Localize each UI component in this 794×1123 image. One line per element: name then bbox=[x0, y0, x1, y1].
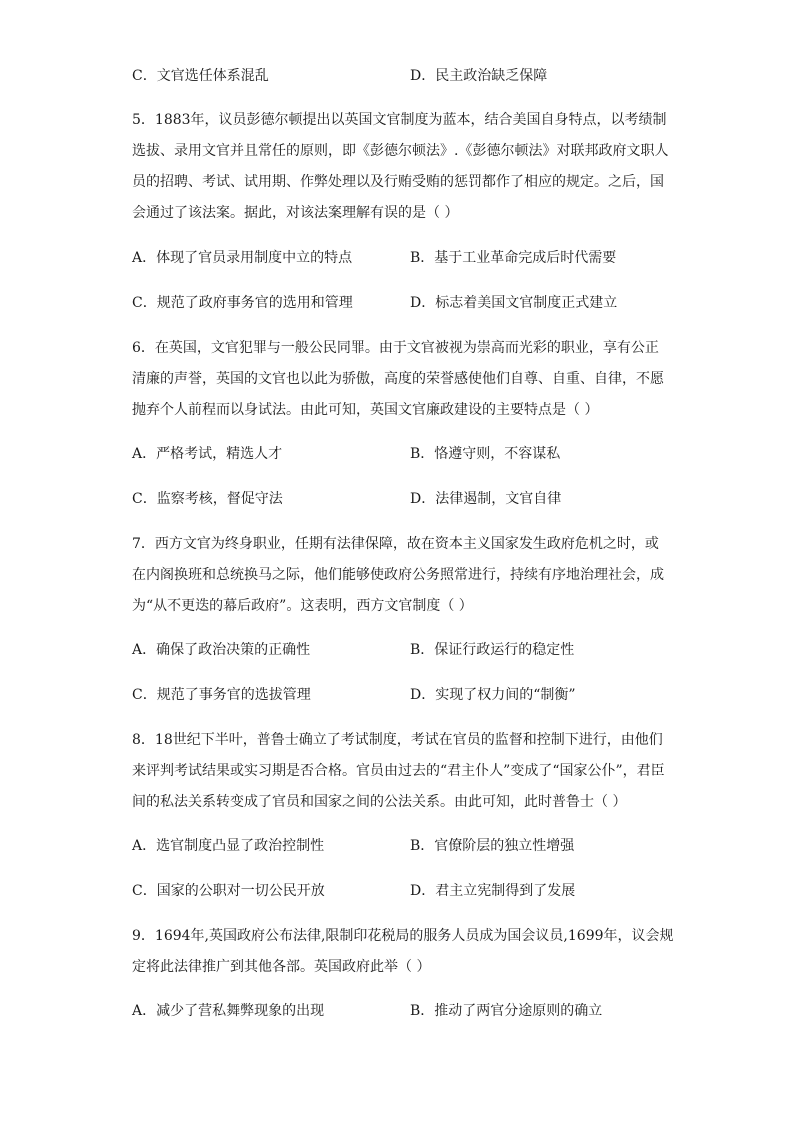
q7-option-b: B．保证行政运行的稳定性 bbox=[410, 642, 575, 658]
q5-option-c: C．规范了政府事务官的选用和管理 bbox=[132, 295, 353, 311]
q8-option-b: B．官僚阶层的独立性增强 bbox=[410, 838, 575, 854]
q7-option-d: D．实现了权力间的“制衡” bbox=[410, 687, 576, 703]
q6-option-c: C．监察考核，督促守法 bbox=[132, 491, 283, 507]
q8-stem-line-3: 间的私法关系转变成了官员和国家之间的公法关系。由此可知，此时普鲁士（ ） bbox=[132, 794, 627, 810]
q8-stem-line-1: 8．18世纪下半叶，普鲁士确立了考试制度，考试在官员的监督和控制下进行，由他们 bbox=[132, 732, 663, 748]
q5-option-a: A．体现了官员录用制度中立的特点 bbox=[132, 250, 353, 266]
q6-stem-line-3: 抛弃个人前程而以身试法。由此可知，英国文官廉政建设的主要特点是（ ） bbox=[132, 402, 599, 418]
q9-option-b: B．推动了两官分途原则的确立 bbox=[410, 1003, 603, 1019]
q6-option-a: A．严格考试，精选人才 bbox=[132, 446, 283, 462]
q8-option-a: A．选官制度凸显了政治控制性 bbox=[132, 838, 325, 854]
q6-option-d: D．法律遏制，文官自律 bbox=[410, 491, 562, 507]
q7-option-c: C．规范了事务官的选拔管理 bbox=[132, 687, 311, 703]
q9-stem-line-1: 9．1694年,英国政府公布法律,限制印花税局的服务人员成为国会议员,1699年，议会规 bbox=[132, 928, 674, 944]
q4-option-d: D．民主政治缺乏保障 bbox=[410, 68, 548, 84]
q9-option-a: A．减少了营私舞弊现象的出现 bbox=[132, 1003, 325, 1019]
q7-option-a: A．确保了政治决策的正确性 bbox=[132, 642, 311, 658]
q5-stem-line-3: 员的招聘、考试、试用期、作弊处理以及行贿受贿的惩罚都作了相应的规定。之后，国 bbox=[132, 174, 664, 190]
q5-option-d: D．标志着美国文官制度正式建立 bbox=[410, 295, 618, 311]
q7-stem-line-2: 在内阁换班和总统换马之际，他们能够使政府公务照常进行，持续有序地治理社会，成 bbox=[132, 567, 664, 583]
q8-option-d: D．君主立宪制得到了发展 bbox=[410, 883, 576, 899]
q7-stem-line-1: 7．西方文官为终身职业，任期有法律保障，故在资本主义国家发生政府危机之时，或 bbox=[132, 536, 659, 552]
q7-stem-line-3: 为“从不更迭的幕后政府”。这表明，西方文官制度（ ） bbox=[132, 598, 473, 614]
q4-option-c: C．文官选任体系混乱 bbox=[132, 68, 269, 84]
q8-stem-line-2: 来评判考试结果或实习期是否合格。官员由过去的“君主仆人”变成了“国家公仆”，君臣 bbox=[132, 763, 665, 779]
q5-option-b: B．基于工业革命完成后时代需要 bbox=[410, 250, 617, 266]
q5-stem-line-4: 会通过了该法案。据此，对该法案理解有误的是（ ） bbox=[132, 205, 459, 221]
q5-stem-line-2: 选拔、录用文官并且常任的原则，即《彭德尔顿法》.《彭德尔顿法》对联邦政府文职人 bbox=[132, 143, 669, 159]
q8-option-c: C．国家的公职对一切公民开放 bbox=[132, 883, 325, 899]
q6-stem-line-1: 6．在英国，文官犯罪与一般公民同罪。由于文官被视为崇高而光彩的职业，享有公正 bbox=[132, 340, 659, 356]
q5-stem-line-1: 5．1883年，议员彭德尔顿提出以英国文官制度为蓝本，结合美国自身特点，以考绩制 bbox=[132, 112, 667, 128]
q6-option-b: B．恪遵守则，不容谋私 bbox=[410, 446, 561, 462]
q9-stem-line-2: 定将此法律推广到其他各部。英国政府此举（ ） bbox=[132, 959, 431, 975]
q6-stem-line-2: 清廉的声誉，英国的文官也以此为骄傲，高度的荣誉感使他们自尊、自重、自律，不愿 bbox=[132, 371, 664, 387]
